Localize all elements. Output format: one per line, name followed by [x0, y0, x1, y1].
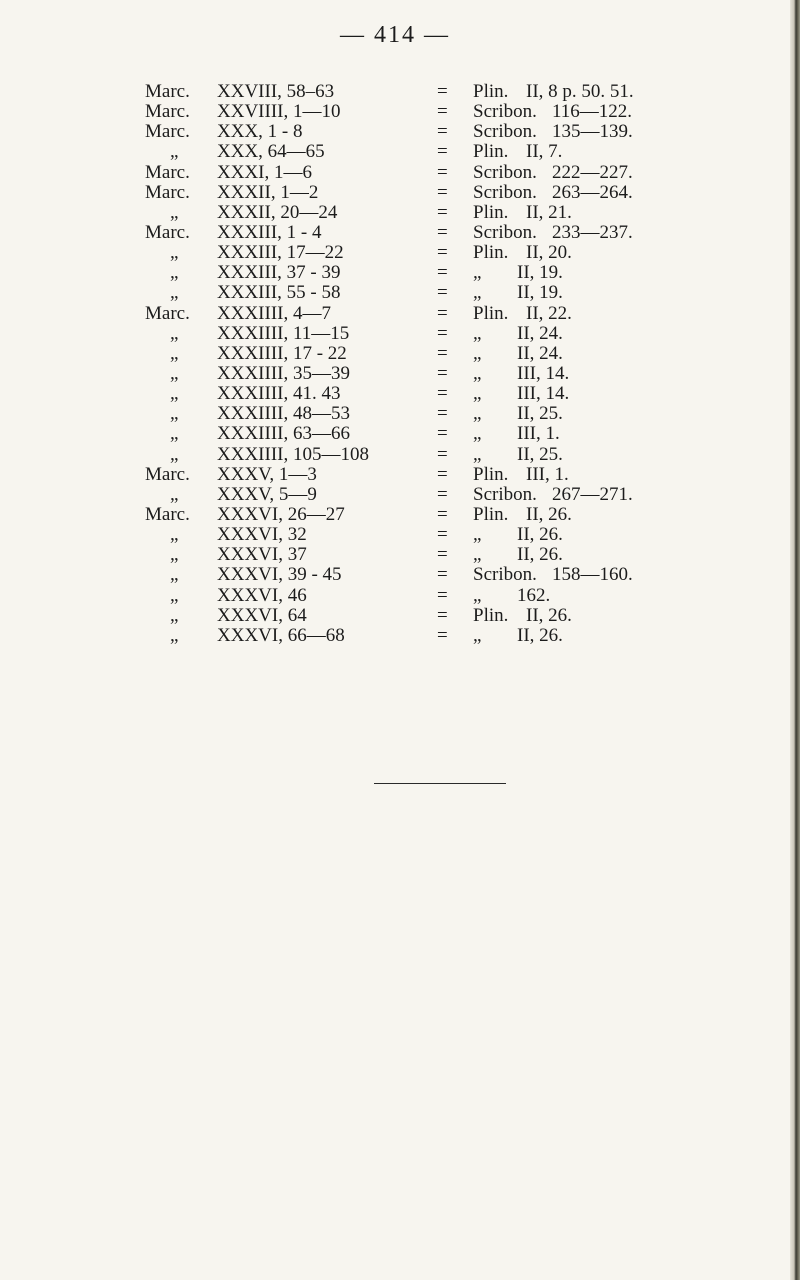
source-author: Plin.: [473, 302, 509, 324]
source-citation: II, 20.: [526, 242, 572, 264]
source-citation: 263—264.: [552, 181, 633, 203]
source-author: Scribon.: [473, 101, 537, 123]
concordance-row: [0, 102, 790, 122]
source-citation: 162.: [517, 584, 551, 606]
row-prefix: „: [170, 342, 179, 364]
source-author: „: [473, 362, 482, 384]
row-prefix: Marc.: [145, 101, 190, 123]
source-citation: 116—122.: [552, 101, 633, 123]
row-prefix: „: [170, 362, 179, 384]
source-citation: II, 26.: [517, 624, 563, 646]
concordance-row: [0, 263, 790, 283]
row-prefix: Marc.: [145, 181, 190, 203]
row-prefix: „: [170, 423, 179, 445]
concordance-row: [0, 324, 790, 344]
source-author: Scribon.: [473, 161, 537, 183]
source-author: „: [473, 443, 482, 465]
source-author: Scribon.: [473, 564, 537, 586]
concordance-row: [0, 545, 790, 565]
row-prefix: „: [170, 242, 179, 264]
row-prefix: „: [170, 443, 179, 465]
concordance-row: [0, 384, 790, 404]
row-prefix: „: [170, 483, 179, 505]
equals-sign: =: [437, 503, 448, 525]
marcellus-reference: XXXV, 5—9: [217, 483, 317, 505]
source-citation: 158—160.: [552, 564, 633, 586]
marcellus-reference: XXXVI, 64: [217, 604, 307, 626]
row-prefix: „: [170, 584, 179, 606]
concordance-row: [0, 525, 790, 545]
equals-sign: =: [437, 463, 448, 485]
source-citation: II, 22.: [526, 302, 572, 324]
row-prefix: „: [170, 383, 179, 405]
marcellus-reference: XXXIII, 17—22: [217, 242, 344, 264]
concordance-row: [0, 82, 790, 102]
concordance-row: [0, 304, 790, 324]
source-author: „: [473, 262, 482, 284]
source-citation: III, 14.: [517, 383, 570, 405]
row-prefix: „: [170, 141, 179, 163]
source-author: „: [473, 524, 482, 546]
row-prefix: „: [170, 201, 179, 223]
source-author: „: [473, 322, 482, 344]
source-author: Scribon.: [473, 181, 537, 203]
marcellus-reference: XXXVI, 66—68: [217, 624, 345, 646]
concordance-row: [0, 465, 790, 485]
concordance-row: [0, 424, 790, 444]
source-author: Plin.: [473, 242, 509, 264]
marcellus-reference: XXXVI, 39 - 45: [217, 564, 342, 586]
equals-sign: =: [437, 423, 448, 445]
equals-sign: =: [437, 141, 448, 163]
concordance-list: [0, 82, 790, 646]
source-citation: II, 8 p. 50. 51.: [526, 81, 634, 102]
equals-sign: =: [437, 342, 448, 364]
marcellus-reference: XXXIIII, 63—66: [217, 423, 350, 445]
equals-sign: =: [437, 121, 448, 143]
equals-sign: =: [437, 362, 448, 384]
concordance-row: [0, 485, 790, 505]
page-number: — 414 —: [340, 22, 450, 48]
equals-sign: =: [437, 161, 448, 183]
source-citation: II, 24.: [517, 342, 563, 364]
concordance-row: [0, 404, 790, 424]
marcellus-reference: XXXIII, 37 - 39: [217, 262, 341, 284]
row-prefix: „: [170, 403, 179, 425]
concordance-row: [0, 565, 790, 585]
marcellus-reference: XXXI, 1—6: [217, 161, 312, 183]
row-prefix: „: [170, 544, 179, 566]
source-author: Plin.: [473, 463, 509, 485]
source-citation: III, 1.: [517, 423, 560, 445]
equals-sign: =: [437, 483, 448, 505]
source-citation: II, 26.: [517, 544, 563, 566]
equals-sign: =: [437, 282, 448, 304]
source-citation: II, 26.: [526, 604, 572, 626]
source-citation: II, 7.: [526, 141, 563, 163]
source-citation: II, 19.: [517, 262, 563, 284]
equals-sign: =: [437, 302, 448, 324]
marcellus-reference: XXXIIII, 35—39: [217, 362, 350, 384]
source-citation: II, 24.: [517, 322, 563, 344]
source-citation: II, 26.: [517, 524, 563, 546]
source-author: Scribon.: [473, 121, 537, 143]
row-prefix: Marc.: [145, 463, 190, 485]
source-citation: 135—139.: [552, 121, 633, 143]
source-citation: II, 26.: [526, 503, 572, 525]
source-author: Plin.: [473, 604, 509, 626]
marcellus-reference: XXXVI, 37: [217, 544, 307, 566]
source-author: Scribon.: [473, 483, 537, 505]
marcellus-reference: XXXIII, 55 - 58: [217, 282, 341, 304]
row-prefix: Marc.: [145, 121, 190, 143]
source-citation: III, 14.: [517, 362, 570, 384]
source-author: „: [473, 282, 482, 304]
source-author: „: [473, 544, 482, 566]
marcellus-reference: XXXIIII, 4—7: [217, 302, 331, 324]
source-author: „: [473, 584, 482, 606]
source-author: Plin.: [473, 81, 509, 102]
source-author: Plin.: [473, 201, 509, 223]
equals-sign: =: [437, 322, 448, 344]
source-author: „: [473, 624, 482, 646]
concordance-row: [0, 364, 790, 384]
marcellus-reference: XXXIIII, 17 - 22: [217, 342, 347, 364]
equals-sign: =: [437, 524, 448, 546]
source-author: Plin.: [473, 503, 509, 525]
equals-sign: =: [437, 403, 448, 425]
equals-sign: =: [437, 443, 448, 465]
source-author: „: [473, 403, 482, 425]
row-prefix: „: [170, 524, 179, 546]
source-citation: II, 25.: [517, 443, 563, 465]
marcellus-reference: XXXV, 1—3: [217, 463, 317, 485]
equals-sign: =: [437, 624, 448, 646]
source-citation: 267—271.: [552, 483, 633, 505]
equals-sign: =: [437, 181, 448, 203]
concordance-row: [0, 606, 790, 626]
row-prefix: „: [170, 564, 179, 586]
equals-sign: =: [437, 604, 448, 626]
source-author: „: [473, 423, 482, 445]
row-prefix: „: [170, 262, 179, 284]
marcellus-reference: XXXIIII, 105—108: [217, 443, 369, 465]
row-prefix: Marc.: [145, 221, 190, 243]
source-author: Plin.: [473, 141, 509, 163]
equals-sign: =: [437, 262, 448, 284]
marcellus-reference: XXXII, 1—2: [217, 181, 319, 203]
concordance-row: [0, 586, 790, 606]
marcellus-reference: XXXIII, 1 - 4: [217, 221, 322, 243]
equals-sign: =: [437, 242, 448, 264]
concordance-row: [0, 505, 790, 525]
marcellus-reference: XXXIIII, 41. 43: [217, 383, 341, 405]
marcellus-reference: XXXIIII, 11—15: [217, 322, 350, 344]
equals-sign: =: [437, 544, 448, 566]
page-edge: [790, 0, 800, 1280]
source-citation: II, 21.: [526, 201, 572, 223]
row-prefix: Marc.: [145, 302, 190, 324]
source-citation: 233—237.: [552, 221, 633, 243]
concordance-row: [0, 142, 790, 162]
marcellus-reference: XXVIII, 58–63: [217, 81, 335, 102]
concordance-row: [0, 223, 790, 243]
row-prefix: Marc.: [145, 503, 190, 525]
row-prefix: Marc.: [145, 81, 190, 102]
marcellus-reference: XXX, 1 - 8: [217, 121, 303, 143]
equals-sign: =: [437, 383, 448, 405]
concordance-row: [0, 626, 790, 646]
marcellus-reference: XXXIIII, 48—53: [217, 403, 350, 425]
equals-sign: =: [437, 584, 448, 606]
marcellus-reference: XXXVI, 46: [217, 584, 307, 606]
closing-rule: [374, 783, 506, 784]
source-author: „: [473, 342, 482, 364]
equals-sign: =: [437, 564, 448, 586]
concordance-row: [0, 203, 790, 223]
row-prefix: „: [170, 604, 179, 626]
marcellus-reference: XXX, 64—65: [217, 141, 325, 163]
row-prefix: „: [170, 624, 179, 646]
marcellus-reference: XXVIIII, 1—10: [217, 101, 341, 123]
source-citation: 222—227.: [552, 161, 633, 183]
row-prefix: Marc.: [145, 161, 190, 183]
row-prefix: „: [170, 322, 179, 344]
concordance-row: [0, 163, 790, 183]
concordance-row: [0, 445, 790, 465]
equals-sign: =: [437, 221, 448, 243]
source-citation: III, 1.: [526, 463, 569, 485]
equals-sign: =: [437, 201, 448, 223]
source-citation: II, 25.: [517, 403, 563, 425]
concordance-row: [0, 183, 790, 203]
concordance-row: [0, 344, 790, 364]
concordance-row: [0, 122, 790, 142]
source-author: „: [473, 383, 482, 405]
equals-sign: =: [437, 81, 448, 102]
source-citation: II, 19.: [517, 282, 563, 304]
equals-sign: =: [437, 101, 448, 123]
marcellus-reference: XXXII, 20—24: [217, 201, 338, 223]
row-prefix: „: [170, 282, 179, 304]
marcellus-reference: XXXVI, 32: [217, 524, 307, 546]
source-author: Scribon.: [473, 221, 537, 243]
marcellus-reference: XXXVI, 26—27: [217, 503, 345, 525]
concordance-row: [0, 283, 790, 303]
concordance-row: [0, 243, 790, 263]
